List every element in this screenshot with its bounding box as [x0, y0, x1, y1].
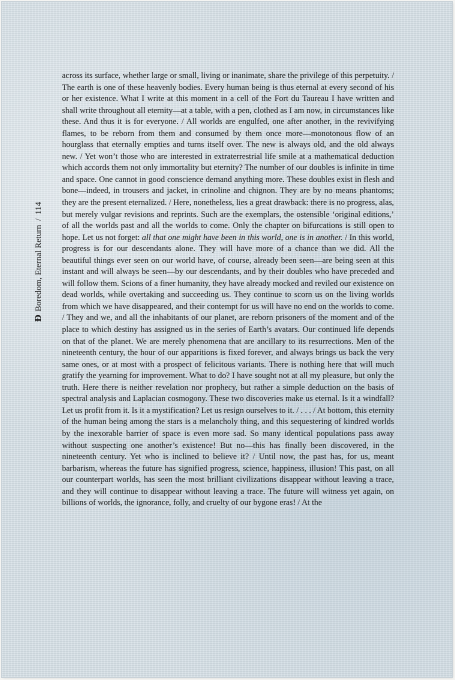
running-head-separator: / — [33, 218, 43, 221]
page-number: 114 — [33, 201, 43, 215]
book-page — [2, 2, 452, 677]
body-text — [62, 70, 394, 509]
running-head — [33, 202, 44, 322]
body-text-part-2: / In this world, progress is for our descendants alone. They will have more of a chance than we did. All the beautiful things ever seen on our world have, of course, already been seen—are being seen at this instant and will always be seen—by our descendants, and by their doubles who have preceded and will follow them. Scions of a finer humanity, they have already mocked and reviled our existence on dead worlds, while overtaking and succeeding us. They continue to scorn us on the living worlds from which we have disappeared, and their contempt for us will have no end on the worlds to come. / They and we, and all the inhabitants of our planet, are reborn prisoners of the moment and of the place to which destiny has assigned us in the series of Earth’s avatars. Our continued life depends on that of the planet. We are merely phenomena that are ancillary to its resurrections. Men of the nineteenth century, the hour of our apparitions is fixed forever, and always brings us back the very same ones, or at most with a prospect of felicitous variants. There is nothing here that will much gratify the yearning for improvement. What to do? I have sought not at all my pleasure, but only the truth. Here there is neither revelation nor prophecy, but rather a simple deduction on the basis of spectral analysis and Laplacian cosmogony. These two discoveries make us eternal. Is it a windfall? Let us profit from it. Is it a mystification? Let us resign ourselves to it. / . . . / At bottom, this eternity of the human being among the stars is a melancholy thing, and this sequestering of kindred worlds by the inexorable barrier of space is even more sad. So many identical populations pass away without suspecting one another’s existence! But no—this has finally been discovered, in the nineteenth century. Yet who is inclined to believe it? / Until now, the past has, for us, meant barbarism, whereas the future has signified progress, science, happiness, illusion! This past, on all our counterpart worlds, has seen the most brilliant civilizations disappear without leaving a trace, and they will continue to disappear without leaving a trace. The future will witness yet again, on billions of worlds, the ignorance, folly, and cruelty of our bygone eras! / At the — [62, 232, 395, 508]
running-head-title: Boredom, Eternal Return — [33, 224, 43, 312]
body-text-italic-quote: all that one might have been in this world, one is in another. — [142, 232, 343, 242]
publisher-logo: Ð — [34, 314, 44, 322]
body-text-part-1: across its surface, whether large or small, living or inanimate, share the privilege of this perpetuity. / The earth is one of these heavenly bodies. Every human being is thus eternal at every second of his or her existence. What I write at this moment in a cell of the Fort du Taureau I have written and shall write throughout all eternity—at a table, with a pen, clothed as I am now, in circumstances like these. And thus it is for everyone. / All worlds are engulfed, one after another, in the revivifying flames, to be reborn from them and consumed by them once more—monotonous flow of an hourglass that eternally empties and turns itself over. The new is always old, and the old always new. / Yet won’t those who are interested in extraterrestrial life smile at a mathematical deduction which accords them not only immortality but eternity? The number of our doubles is infinite in time and space. One cannot in good conscience demand anything more. These doubles exist in flesh and bone—indeed, in trousers and jacket, in crinoline and chignon. They are by no means phantoms; they are the present eternalized. / Here, nonetheless, lies a great drawback: there is no progress, alas, but merely vulgar revisions and reprints. Such are the exemplars, the ostensible ‘original editions,’ of all the worlds past and all the worlds to come. Only the chapter on bifurcations is still open to hope. Let us not forget: — [62, 71, 394, 242]
